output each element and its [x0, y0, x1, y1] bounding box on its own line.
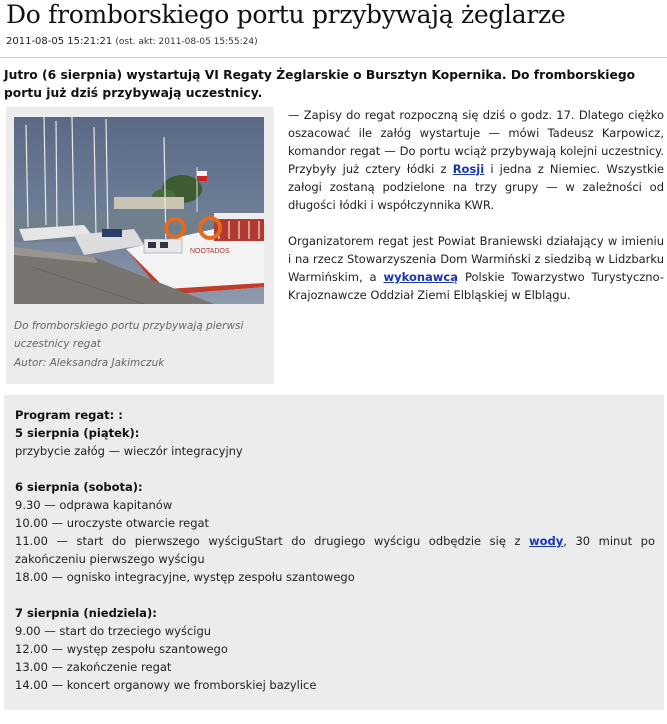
schedule-item: 9.30 — odprawa kapitanów — [15, 498, 173, 512]
schedule-item: 9.00 — start do trzeciego wyścigu — [15, 624, 212, 638]
body-paragraph-1: — Zapisy do regat rozpoczną się dziś o godz. 17. Dlatego ciężko oszacować ile załóg wystartuje — mówi Tadeusz Karpowicz, komandor regat — Do portu wciąż przybywają kolejni uczestnicy. Przybyły już cztery łódki z Rosji i jedna z Niemiec. Wszystkie załogi zostaną podzielone na trzy grupy — w zależności od długości łódki i współczynnika KWR. — [288, 108, 664, 212]
schedule-item: 10.00 — uroczyste otwarcie regat — [15, 516, 210, 530]
day-title: 5 sierpnia (piątek): — [15, 426, 140, 440]
article-date — [6, 36, 258, 47]
schedule-item: 12.00 — występ zespołu szantowego — [15, 642, 228, 656]
published-date: 2011-08-05 15:21:21 — [6, 36, 113, 47]
link-rosji[interactable]: Rosji — [452, 162, 485, 176]
article-lead: Jutro (6 sierpnia) wystartują VI Regaty Żeglarskie o Bursztyn Kopernika. Do fromborskiego portu już dziś przybywają uczestnicy. — [4, 68, 636, 100]
photo-author: Autor: Aleksandra Jakimczuk — [14, 357, 165, 369]
photo-box — [6, 107, 274, 384]
program-box — [4, 395, 664, 710]
program-heading: Program regat: : — [15, 408, 123, 422]
day-title: 7 sierpnia (niedziela): — [15, 606, 157, 620]
article-title: Do fromborskiego portu przybywają żeglarze — [6, 0, 566, 29]
schedule-item: przybycie załóg — wieczór integracyjny — [15, 444, 243, 458]
body-paragraph-2: Organizatorem regat jest Powiat Braniewski działający w imieniu i na rzecz Stowarzyszenia Dom Warmiński z siedzibą w Lidzbarku Warmińskim, a wykonawcą Polskie Towarzystwo Turystyczno-Krajoznawcze Oddział Ziemi Elbląskiej w Elblągu. — [288, 234, 664, 302]
day-title: 6 sierpnia (sobota): — [15, 480, 143, 494]
article-body — [288, 106, 664, 322]
updated-date: (ost. akt: 2011-08-05 15:55:24) — [115, 37, 258, 47]
schedule-item: 13.00 — zakończenie regat — [15, 660, 172, 674]
schedule-item: 18.00 — ognisko integracyjne, występ zespołu szantowego — [15, 570, 355, 584]
link-wody[interactable]: wody — [529, 534, 564, 548]
link-wykonawca[interactable]: wykonawcą — [383, 270, 459, 284]
boat-name: NOOTADOS — [190, 248, 230, 255]
header-divider — [0, 57, 667, 58]
schedule-item: 14.00 — koncert organowy we fromborskiej bazylice — [15, 678, 317, 692]
photo-caption: Do fromborskiego portu przybywają pierwsi uczestnicy regat — [14, 320, 244, 350]
schedule-item: 11.00 — start do pierwszego wyściguStart do drugiego wyścigu odbędzie się z wody, 30 minut po zakończeniu pierwszego wyścigu — [15, 534, 655, 566]
article-photo[interactable] — [14, 117, 264, 304]
